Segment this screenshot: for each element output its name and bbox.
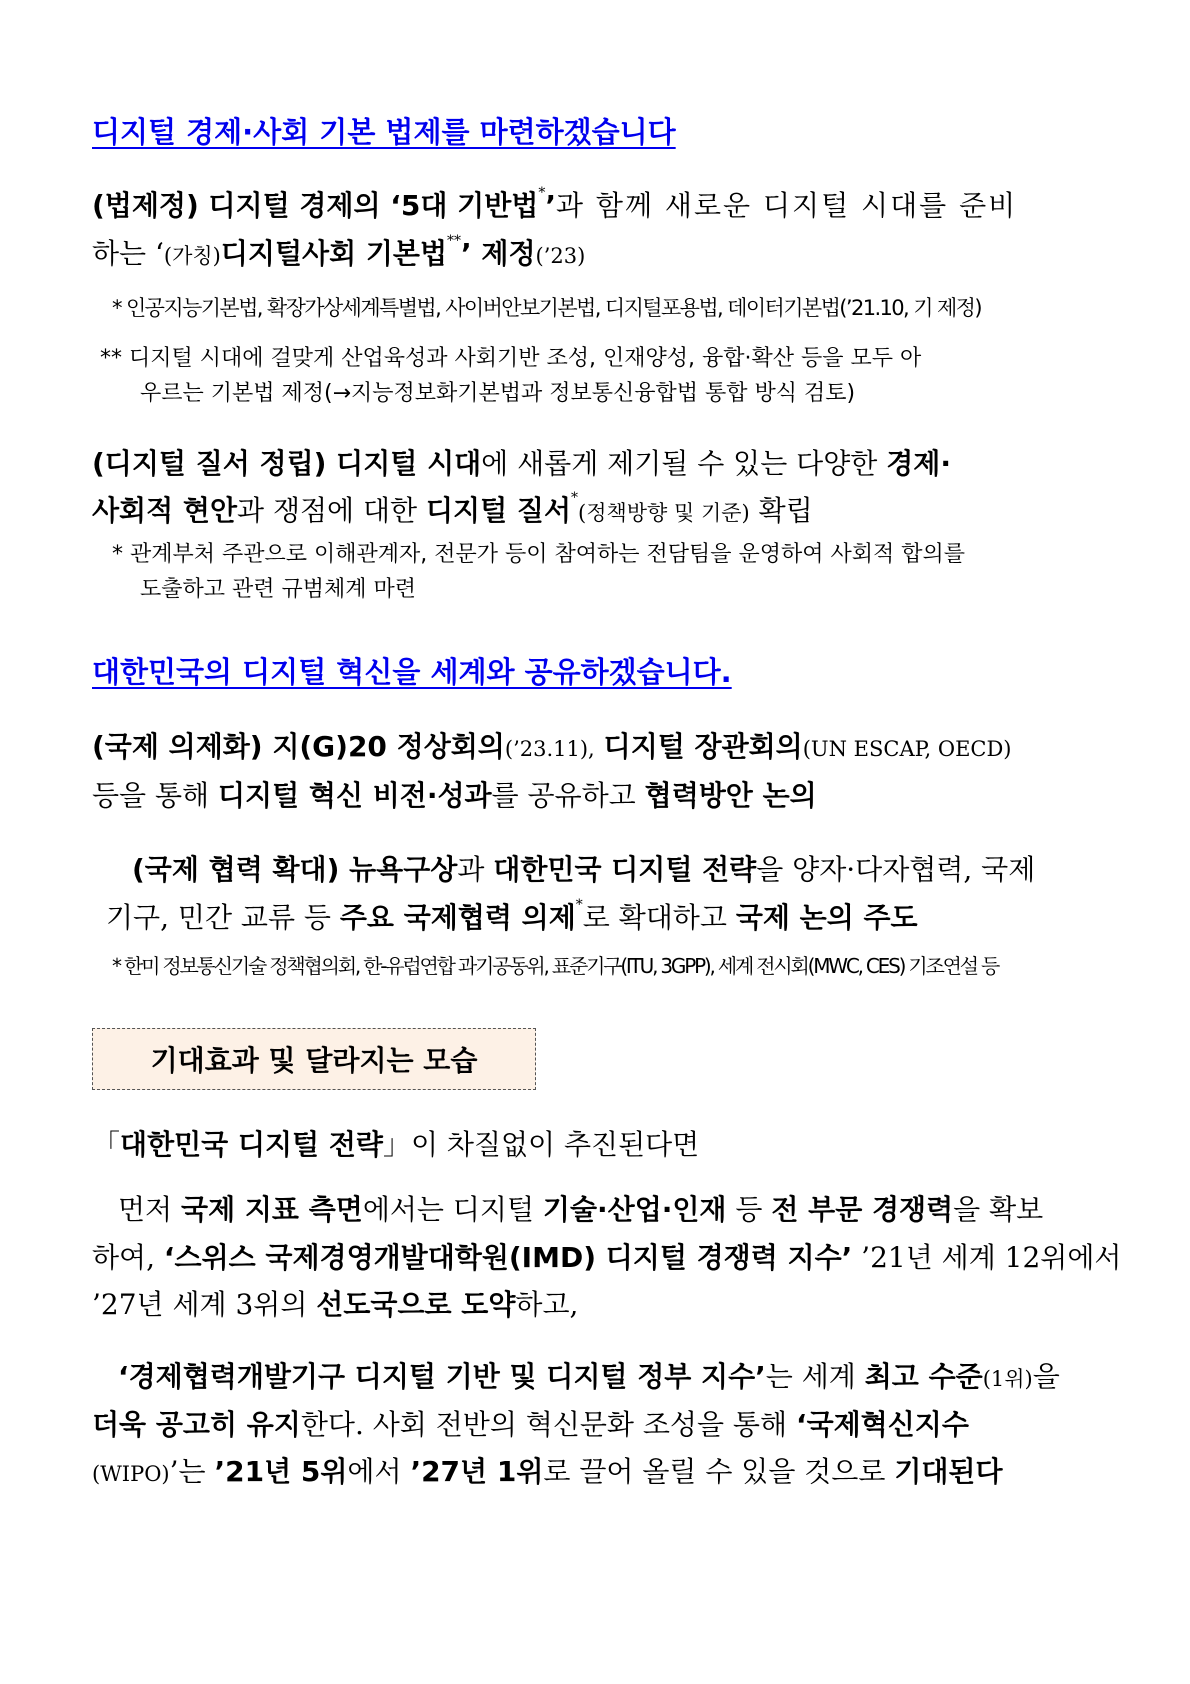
all-sector-competitiveness: 전 부문 경쟁력: [771, 1193, 954, 1226]
footnote-cooperation-agenda: * 한미 정보통신기술 정책협의회, 한-유럽연합 과기공동위, 표준기구(ITU, 3GPP), 세계 전시회(MWC, CES) 기조연설 등: [112, 954, 999, 978]
text: 등: [735, 1193, 763, 1226]
agenda-lead: (국제 의제화) 지(G)20 정상회의: [92, 730, 505, 763]
paragraph-international-agenda-line2: [92, 776, 817, 816]
text: ’21년 세계 12위에서: [861, 1241, 1122, 1274]
paragraph-index-line1: [118, 1190, 1043, 1230]
paragraph-digital-order-line2: [92, 491, 813, 533]
major-agenda: 주요 국제협력 의제: [339, 901, 576, 934]
rank: (1위): [982, 1367, 1033, 1391]
paragraph-oecd-line1: [118, 1357, 1060, 1399]
vision-results: 디지털 혁신 비전·성과: [218, 779, 492, 812]
footnote-five-laws: * 인공지능기본법, 확장가상세계특별법, 사이버안보기본법, 디지털포용법, 데이터기본법(’21.10, 기 제정): [112, 296, 981, 320]
leading-nation: 선도국으로 도약: [316, 1288, 516, 1321]
paragraph-international-agenda-line1: [92, 727, 1012, 769]
bracket-open: 「: [92, 1128, 121, 1161]
footnote-mark: *: [575, 897, 583, 913]
text: 하는 ‘: [92, 237, 164, 270]
quote-close: ’: [545, 189, 556, 222]
economy-label: 경제·: [886, 447, 951, 480]
text: 에 새롭게 제기될 수 있는 다양한: [481, 447, 878, 480]
paragraph-cooperation-line2: [106, 898, 918, 938]
year-label: (’23): [535, 244, 586, 268]
footnote-mark: *: [538, 185, 546, 201]
indicator-aspect: 국제 지표 측면: [181, 1193, 363, 1226]
text: 」이 차질없이 추진된다면: [382, 1128, 700, 1161]
paragraph-index-line3: [92, 1285, 578, 1325]
organizations: (UN ESCAP, OECD): [802, 737, 1012, 761]
section-heading-digital-law: 디지털 경제·사회 기본 법제를 마련하겠습니다: [92, 115, 676, 149]
section-heading-share-innovation: 대한민국의 디지털 혁신을 세계와 공유하겠습니다.: [92, 655, 732, 689]
maintain-firmly: 더욱 공고히 유지: [92, 1408, 301, 1441]
paragraph-law-enactment-line2: [92, 234, 585, 276]
law-enactment-lead: (법제정) 디지털 경제의 ‘5대 기반법: [92, 189, 539, 222]
top-level: 최고 수준: [864, 1360, 983, 1393]
digital-strategy: 대한민국 디지털 전략: [493, 853, 757, 886]
social-issues: 사회적 현안: [92, 494, 237, 527]
text: 을: [1032, 1360, 1060, 1393]
text: 하고,: [515, 1288, 579, 1321]
cooperation-plan: 협력방안 논의: [644, 779, 817, 812]
paragraph-digital-order-line1: [92, 444, 951, 484]
text: 하여,: [92, 1241, 155, 1274]
rank-2021: ’21년 5위: [214, 1455, 348, 1488]
wipo: (WIPO): [92, 1462, 170, 1486]
text: 과: [457, 853, 485, 886]
text: 는 세계: [765, 1360, 856, 1393]
text: 등을 통해: [92, 779, 210, 812]
cooperation-lead: (국제 협력 확대) 뉴욕구상: [132, 853, 458, 886]
expected-effects-title: 기대효과 및 달라지는 모습: [150, 1044, 478, 1077]
policy-direction: (정책방향 및 기준): [578, 501, 750, 525]
paragraph-cooperation-line1: [132, 850, 1035, 890]
footnote-task-force-line1: * 관계부처 주관으로 이해관계자, 전문가 등이 참여하는 전담팀을 운영하여 사회적 합의를: [112, 542, 965, 567]
text: 로 확대하고: [582, 901, 727, 934]
paragraph-oecd-line3: [92, 1452, 1003, 1494]
tech-industry-talent: 기술·산업·인재: [542, 1193, 727, 1226]
text: 을 확보: [953, 1193, 1044, 1226]
ministers-meeting: 디지털 장관회의: [603, 730, 803, 763]
footnote-basic-law-line2: 우르는 기본법 제정(→지능정보화기본법과 정보통신융합법 통합 방식 검토): [140, 381, 856, 406]
text: 한다. 사회 전반의 혁신문화 조성을 통해: [300, 1408, 788, 1441]
footnote-task-force-line2: 도출하고 관련 규범체계 마련: [140, 577, 417, 602]
text: 확립: [758, 494, 813, 527]
lead-discussion: 국제 논의 주도: [735, 901, 918, 934]
paragraph-oecd-line2: [92, 1405, 969, 1445]
strategy-name: 대한민국 디지털 전략: [120, 1128, 383, 1161]
intro-line: [92, 1125, 699, 1165]
date-label: (’23.11),: [504, 737, 595, 761]
text: 을 양자·다자협력, 국제: [756, 853, 1036, 886]
text: 로 끌어 올릴 수 있을 것으로: [543, 1455, 886, 1488]
digital-order: 디지털 질서: [426, 494, 571, 527]
text: 를 공유하고: [491, 779, 636, 812]
digital-society-law: 디지털사회 기본법: [220, 237, 448, 270]
paragraph-law-enactment-line1: [92, 186, 1092, 226]
paragraph-index-line2: [92, 1238, 1121, 1278]
text-tentative: (가칭): [163, 244, 221, 268]
text: ’는: [169, 1455, 206, 1488]
text: 에서: [347, 1455, 402, 1488]
footnote-mark: **: [447, 233, 462, 249]
enactment-label: ’ 제정: [461, 237, 536, 270]
footnote-mark: *: [571, 490, 578, 506]
text: ’27년 세계 3위의: [92, 1288, 308, 1321]
text: 에서는 디지털: [362, 1193, 535, 1226]
innovation-index: ‘국제혁신지수: [795, 1408, 969, 1441]
expected: 기대된다: [894, 1455, 1003, 1488]
text: 먼저: [118, 1193, 173, 1226]
text: 기구, 민간 교류 등: [106, 901, 331, 934]
digital-order-lead: (디지털 질서 정립) 디지털 시대: [92, 447, 482, 480]
rank-2027: ’27년 1위: [410, 1455, 544, 1488]
text: 과 쟁점에 대한: [237, 494, 418, 527]
law-enactment-text: 과 함께 새로운 디지털 시대를 준비: [555, 189, 1018, 222]
footnote-basic-law-line1: ** 디지털 시대에 걸맞게 산업육성과 사회기반 조성, 인재양성, 융합·확산 등을 모두 아: [100, 346, 922, 371]
imd-index: ‘스위스 국제경영개발대학원(IMD) 디지털 경쟁력 지수’: [163, 1241, 853, 1274]
expected-effects-box: [92, 1028, 536, 1090]
oecd-index: ‘경제협력개발기구 디지털 기반 및 디지털 정부 지수’: [118, 1360, 766, 1393]
